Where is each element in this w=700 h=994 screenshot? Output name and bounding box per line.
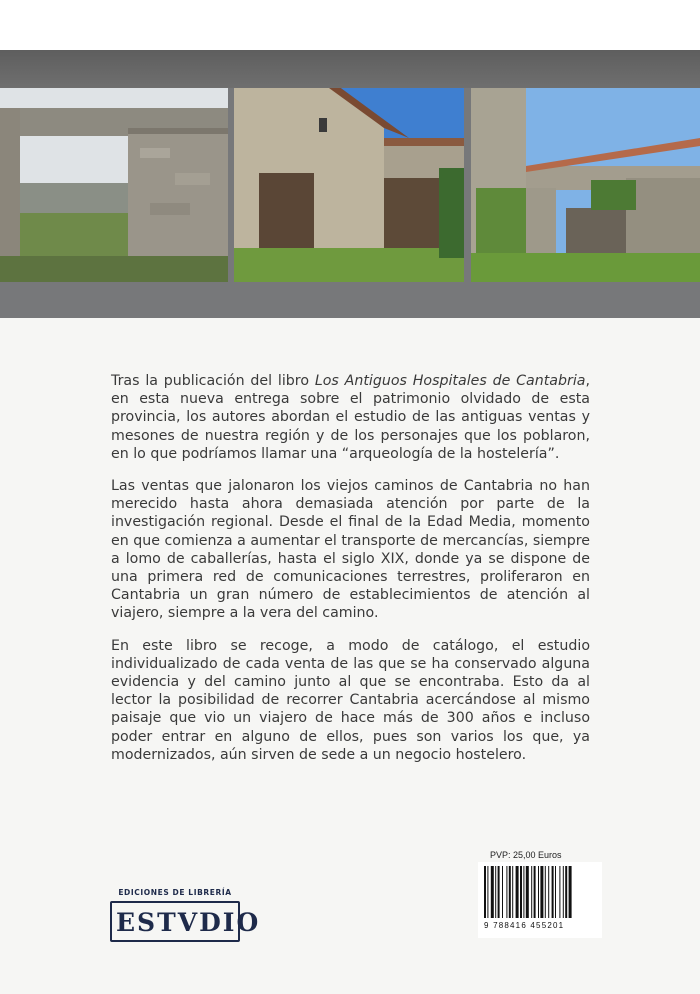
paragraph-2: Las ventas que jalonaron los viejos caminos de Cantabria no han merecido hasta ahora demasiada atención por parte de la investigación regional. Desde el final de la Edad Media, momento en que comienza a aumentar el transporte de mercancías, siempre a lomo de caballerías, hasta el siglo XIX, donde ya se dispone de una primera red de comunicaciones terrestres, proliferaron en Cantabria un gran número de establecimientos de atención al viajero, siempre a la vera del camino. — [111, 478, 590, 622]
price-label: PVP: 25,00 Euros — [490, 850, 562, 860]
paragraph-1-rest: , en esta nueva entrega sobre el patrimonio olvidado de esta provincia, los autores abordan el estudio de las antiguas ventas y mesones de nuestra región y de los personajes que los poblaron, en lo que podríamos llamar una “arqueología de la hostelería”. — [111, 373, 590, 462]
book-title-reference: Los Antiguos Hospitales de Cantabria — [314, 373, 586, 389]
stone-gateway-photo — [0, 88, 228, 282]
publisher-name: ESTVDIO — [110, 901, 240, 942]
stone-wall-gate-photo — [471, 88, 700, 282]
stone-house-photo — [234, 88, 464, 282]
back-cover-text — [111, 372, 590, 778]
paragraph-1 — [111, 372, 590, 463]
gray-header-band — [0, 50, 700, 88]
photo-strip — [0, 88, 700, 318]
isbn-number: 9 788416 455201 — [484, 921, 565, 930]
publisher-logo — [110, 888, 261, 942]
barcode-icon — [478, 862, 602, 920]
publisher-tagline: EDICIONES DE LIBRERÍA — [118, 888, 232, 897]
paragraph-1-intro: Tras la publicación del libro — [111, 373, 315, 389]
paragraph-3: En este libro se recoge, a modo de catálogo, el estudio individualizado de cada venta de las que se ha conservado alguna evidencia y del camino junto al que se encontraba. Esto da al lector la posibilidad de recorrer Cantabria acercándose al mismo paisaje que vio un viajero de hace más de 300 años e incluso poder entrar en alguno de ellos, pues son varios los que, ya modernizados, aún sirven de sede a un negocio hostelero. — [111, 637, 590, 763]
top-margin — [0, 0, 700, 50]
